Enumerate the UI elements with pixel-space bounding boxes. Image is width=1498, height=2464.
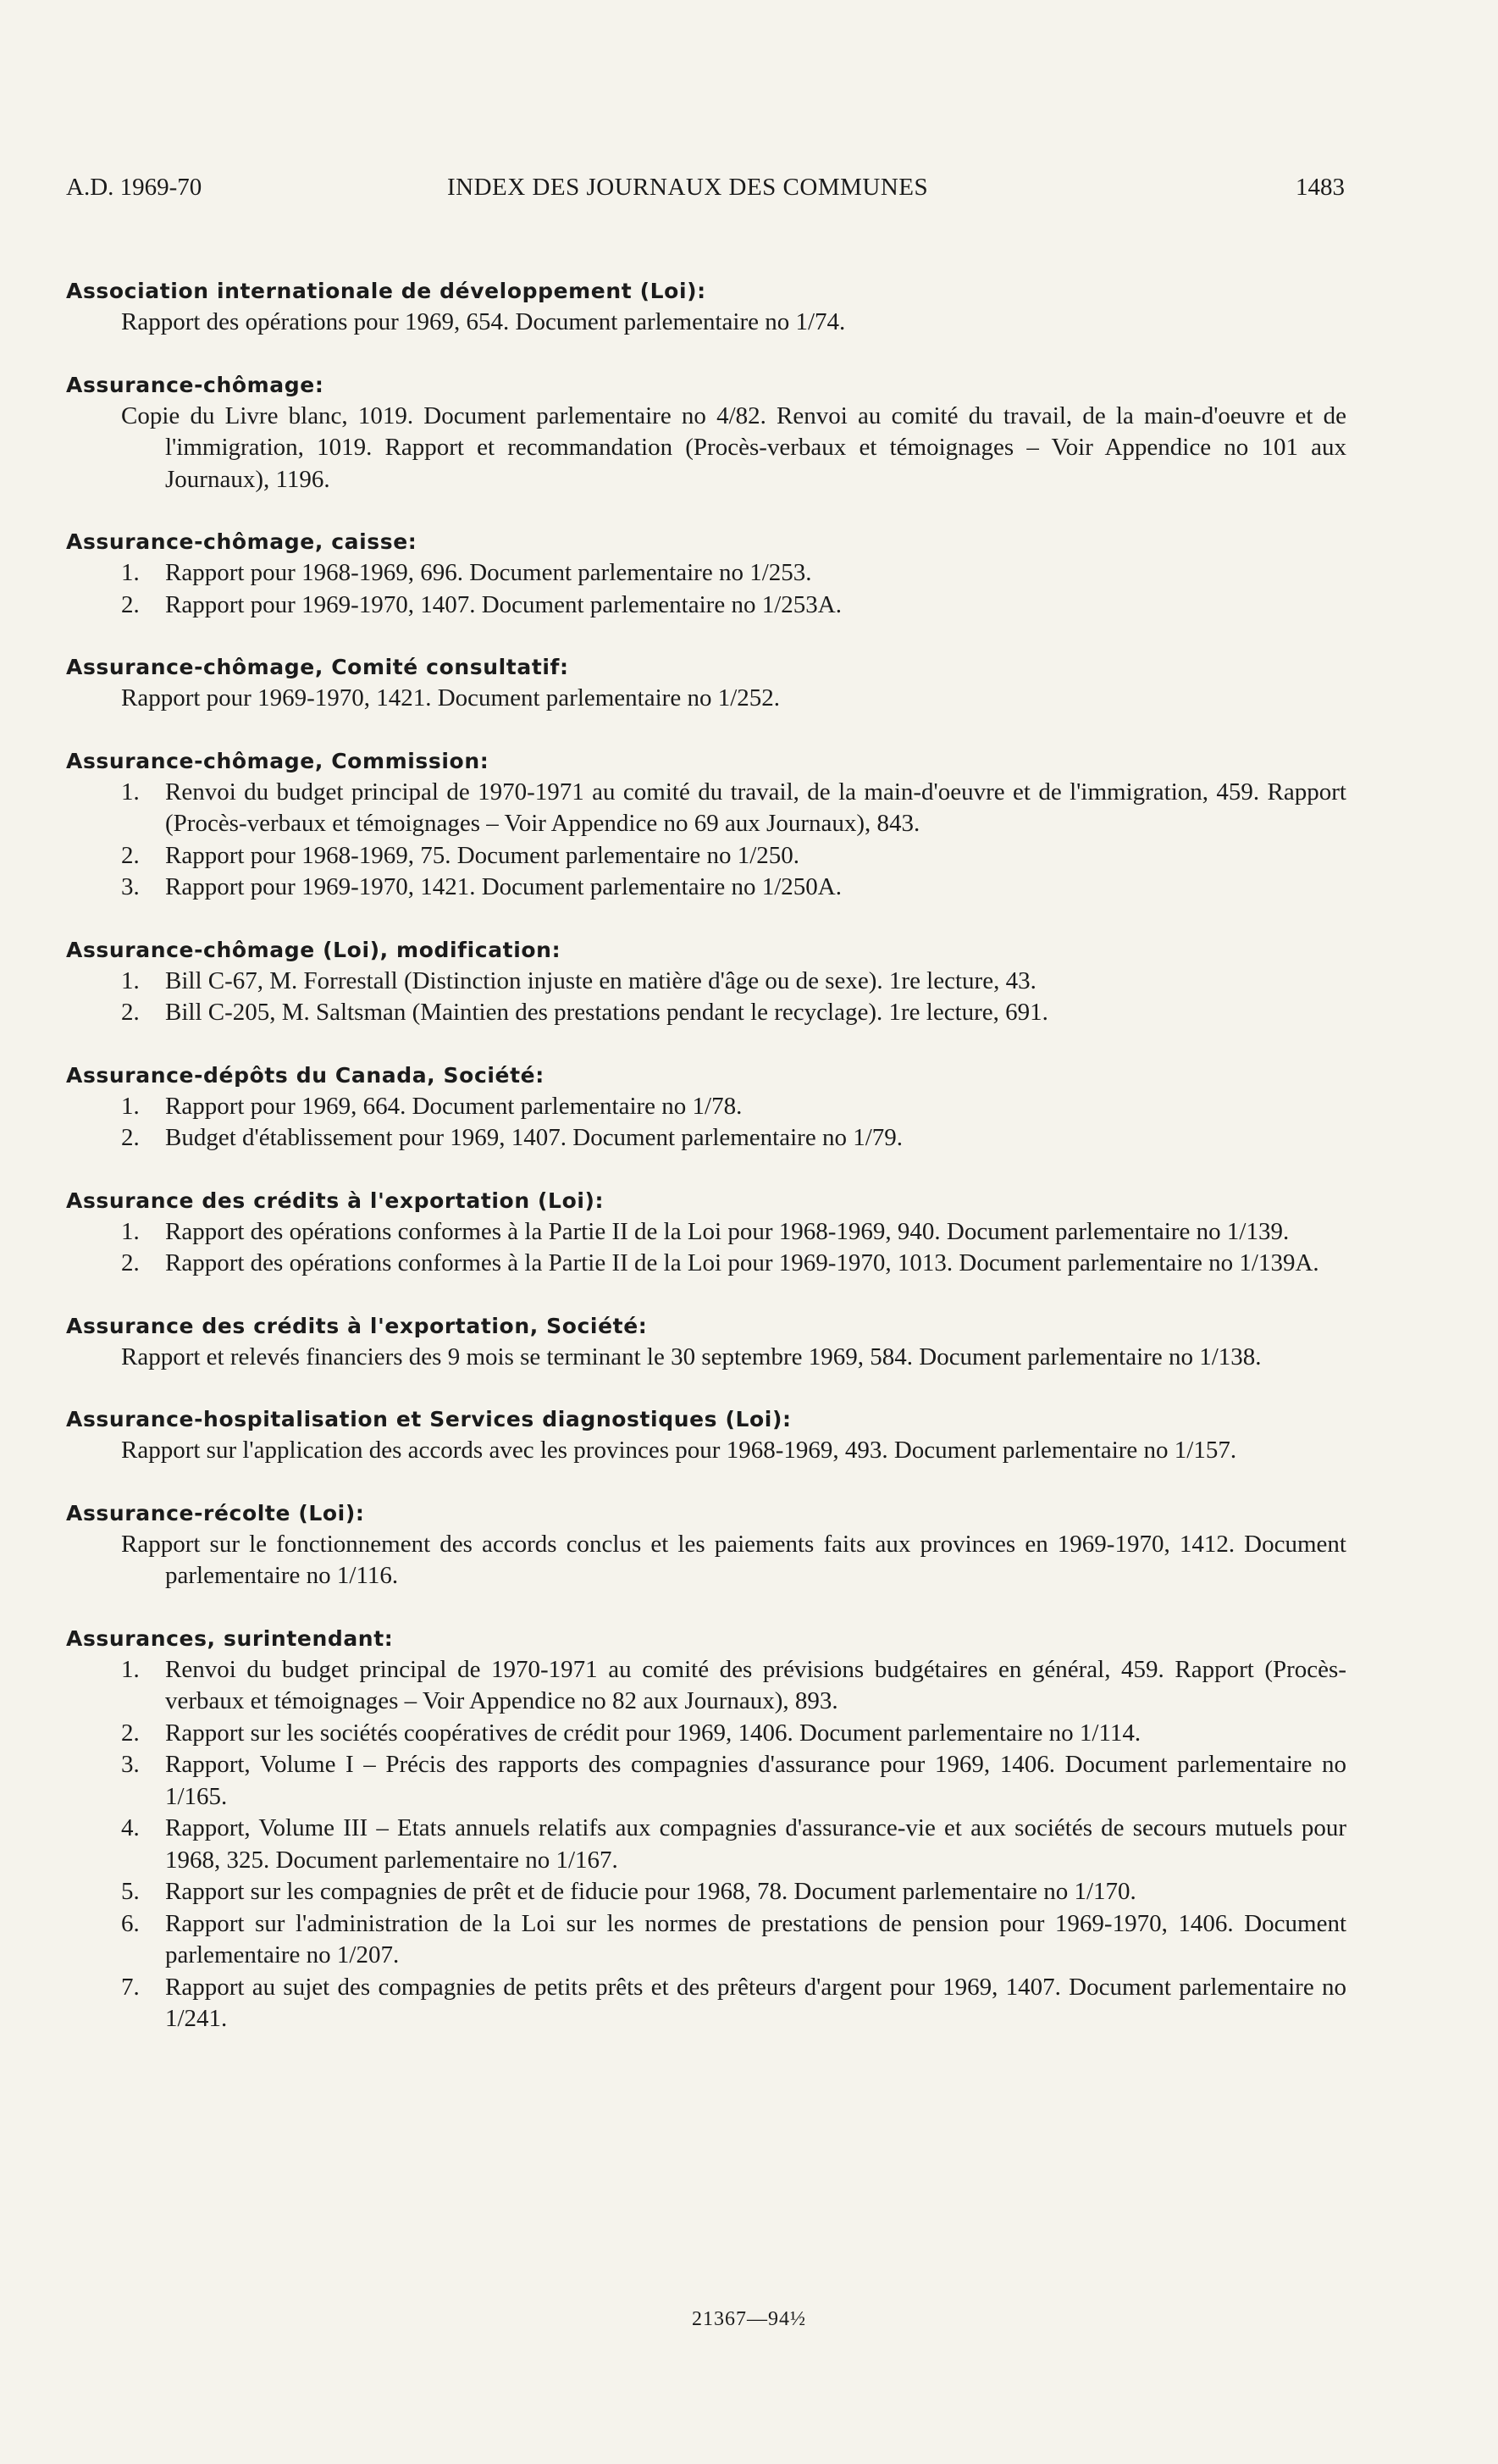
entry-heading: Assurance-hospitalisation et Services diagnostiques (Loi): <box>66 1407 792 1431</box>
entry-text: Copie du Livre blanc, 1019. Document parlementaire no 4/82. Renvoi au comité du travail, de la main-d'oeuvre et de l'immigration, 1019. Rapport et recommandation (Procès-verbaux et témoignages – Voir Appendice no 101 aux Journaux), 1196. <box>121 401 1346 493</box>
item-number: 7. <box>121 1973 140 2001</box>
item-text: Rapport pour 1969-1970, 1407. Document parlementaire no 1/253A. <box>165 590 842 618</box>
index-entry <box>66 934 1346 1029</box>
index-entry <box>66 369 1346 496</box>
item-number: 3. <box>121 1751 140 1778</box>
entry-item <box>66 1216 1346 1249</box>
item-number: 2. <box>121 999 140 1026</box>
entry-heading: Assurance-chômage, Commission: <box>66 748 489 773</box>
entry-text: Rapport des opérations pour 1969, 654. Document parlementaire no 1/74. <box>121 308 846 335</box>
entry-item <box>66 872 1346 904</box>
page-number: 1483 <box>1296 174 1345 201</box>
entry-item <box>66 1091 1346 1123</box>
entry-text: Rapport sur le fonctionnement des accords conclus et les paiements faits aux provinces en 1969-1970, 1412. Document parlementaire no 1/116. <box>121 1530 1346 1589</box>
entry-item <box>66 840 1346 872</box>
header-title: INDEX DES JOURNAUX DES COMMUNES <box>447 174 929 201</box>
index-entry <box>66 1623 1346 2035</box>
item-text: Renvoi du budget principal de 1970-1971 au comité des prévisions budgétaires en général, 459. Rapport (Procès-verbaux et témoignages – Voir Appendice no 82 aux Journaux), 893. <box>165 1655 1346 1714</box>
index-entry <box>66 1310 1346 1374</box>
entry-heading: Assurance-chômage: <box>66 372 324 397</box>
item-number: 3. <box>121 873 140 900</box>
item-number: 1. <box>121 1655 140 1683</box>
item-text: Rapport pour 1968-1969, 696. Document parlementaire no 1/253. <box>165 559 812 586</box>
item-number: 2. <box>121 1719 140 1747</box>
item-number: 5. <box>121 1878 140 1905</box>
entry-text: Rapport sur l'application des accords avec les provinces pour 1968-1969, 493. Document parlementaire no 1/157. <box>121 1437 1237 1464</box>
entry-item <box>66 777 1346 840</box>
item-text: Rapport des opérations conformes à la Partie II de la Loi pour 1968-1969, 940. Document parlementaire no 1/139. <box>165 1217 1290 1245</box>
item-text: Rapport pour 1969-1970, 1421. Document parlementaire no 1/250A. <box>165 873 842 900</box>
entry-item <box>66 1718 1346 1750</box>
entry-heading: Assurance-récolte (Loi): <box>66 1500 365 1525</box>
running-head <box>66 174 1345 211</box>
item-text: Rapport sur l'administration de la Loi sur les normes de prestations de pension pour 1969-1970, 1406. Document parlementaire no 1/207. <box>165 1909 1346 1968</box>
item-number: 2. <box>121 841 140 869</box>
entry-item <box>66 1972 1346 2035</box>
entry-heading: Assurance des crédits à l'exportation (Loi): <box>66 1188 605 1213</box>
index-entry <box>66 275 1346 339</box>
item-number: 2. <box>121 1249 140 1276</box>
entry-text: Rapport pour 1969-1970, 1421. Document parlementaire no 1/252. <box>121 684 781 712</box>
entry-item <box>66 557 1346 590</box>
entry-item <box>66 1813 1346 1876</box>
index-entry <box>66 745 1346 904</box>
entry-heading: Assurance-chômage (Loi), modification: <box>66 937 561 962</box>
item-number: 1. <box>121 1217 140 1245</box>
item-number: 2. <box>121 590 140 618</box>
item-text: Budget d'établissement pour 1969, 1407. Document parlementaire no 1/79. <box>165 1124 904 1151</box>
entry-item <box>66 997 1346 1029</box>
item-number: 1. <box>121 559 140 586</box>
item-text: Rapport pour 1968-1969, 75. Document parlementaire no 1/250. <box>165 841 800 869</box>
item-text: Rapport, Volume III – Etats annuels relatifs aux compagnies d'assurance-vie et aux sociétés de secours mutuels pour 1968, 325. Document parlementaire no 1/167. <box>165 1814 1346 1874</box>
entry-heading: Assurances, surintendant: <box>66 1625 394 1651</box>
item-text: Rapport pour 1969, 664. Document parlementaire no 1/78. <box>165 1092 743 1120</box>
entry-item <box>66 1248 1346 1280</box>
index-entry <box>66 1060 1346 1154</box>
entry-heading: Association internationale de développement (Loi): <box>66 279 706 303</box>
entry-item <box>66 590 1346 622</box>
entry-text: Rapport et relevés financiers des 9 mois se terminant le 30 septembre 1969, 584. Document parlementaire no 1/138. <box>121 1343 1262 1370</box>
entry-heading: Assurance des crédits à l'exportation, Société: <box>66 1313 648 1338</box>
item-text: Renvoi du budget principal de 1970-1971 au comité du travail, de la main-d'oeuvre et de l'immigration, 459. Rapport (Procès-verbaux et témoignages – Voir Appendice no 69 aux Journaux), 843. <box>165 778 1346 837</box>
item-text: Rapport sur les compagnies de prêt et de fiducie pour 1968, 78. Document parlementaire no 1/170. <box>165 1878 1136 1905</box>
entry-item <box>66 966 1346 998</box>
item-text: Rapport sur les sociétés coopératives de crédit pour 1969, 1406. Document parlementaire no 1/114. <box>165 1719 1141 1747</box>
index-entry <box>66 1404 1346 1467</box>
item-text: Bill C-205, M. Saltsman (Maintien des prestations pendant le recyclage). 1re lecture, 691. <box>165 999 1048 1026</box>
entry-heading: Assurance-dépôts du Canada, Société: <box>66 1062 544 1088</box>
entry-item <box>66 1908 1346 1972</box>
index-entry <box>66 1185 1346 1280</box>
entry-heading: Assurance-chômage, caisse: <box>66 529 417 554</box>
item-text: Rapport, Volume I – Précis des rapports des compagnies d'assurance pour 1969, 1406. Document parlementaire no 1/165. <box>165 1751 1346 1810</box>
entry-item <box>66 1749 1346 1813</box>
index-entry <box>66 526 1346 621</box>
footer-signature: 21367—94½ <box>692 2308 806 2330</box>
entry-item <box>66 1654 1346 1718</box>
item-number: 2. <box>121 1124 140 1151</box>
entry-item <box>66 1122 1346 1154</box>
header-years: A.D. 1969-70 <box>66 174 202 201</box>
item-number: 1. <box>121 966 140 994</box>
item-number: 1. <box>121 778 140 806</box>
item-text: Bill C-67, M. Forrestall (Distinction injuste en matière d'âge ou de sexe). 1re lecture, 43. <box>165 966 1036 994</box>
item-number: 4. <box>121 1814 140 1841</box>
item-number: 6. <box>121 1909 140 1937</box>
item-text: Rapport au sujet des compagnies de petits prêts et des prêteurs d'argent pour 1969, 1407. Document parlementaire no 1/241. <box>165 1973 1346 2032</box>
index-entry <box>66 1498 1346 1592</box>
index-entry <box>66 651 1346 715</box>
index-entries <box>66 275 1346 2066</box>
entry-item <box>66 1876 1346 1908</box>
item-number: 1. <box>121 1092 140 1120</box>
item-text: Rapport des opérations conformes à la Partie II de la Loi pour 1969-1970, 1013. Document parlementaire no 1/139A. <box>165 1249 1319 1276</box>
entry-heading: Assurance-chômage, Comité consultatif: <box>66 655 569 679</box>
